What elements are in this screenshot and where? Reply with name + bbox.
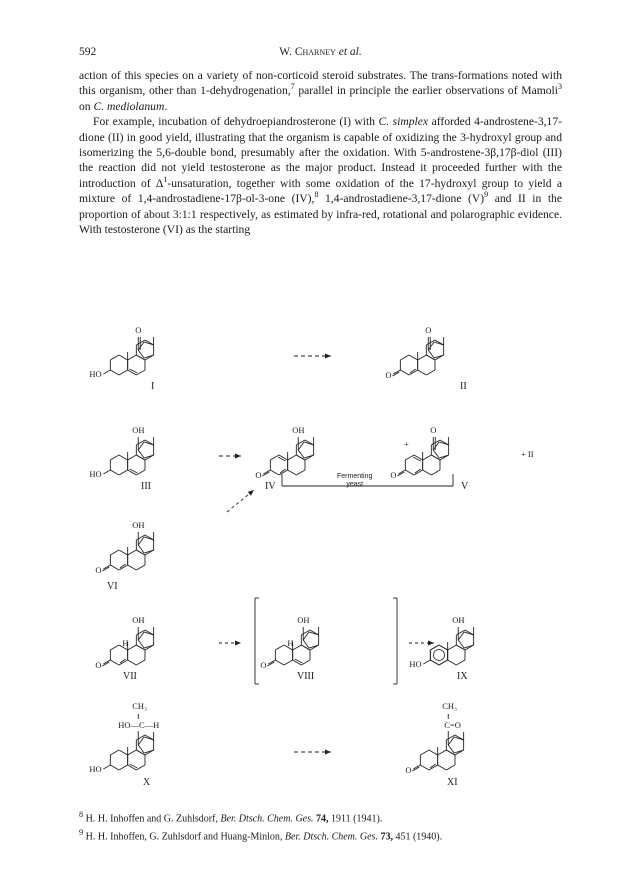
- ring-bond: [418, 370, 427, 375]
- substituent-bond: [103, 470, 110, 474]
- ring-bond: [119, 765, 128, 770]
- running-head: W. Charney et al.: [279, 46, 362, 58]
- paragraph1-run: on: [79, 99, 94, 113]
- h-label: H: [122, 638, 129, 648]
- ring-bond: [119, 370, 128, 375]
- plus-ii: + II: [521, 449, 534, 459]
- substituent-bond: [103, 765, 110, 769]
- arrow-head: [235, 454, 241, 459]
- paragraph1-run: 7: [290, 82, 295, 92]
- ring-bond: [284, 660, 293, 665]
- ring-bond: [110, 750, 119, 755]
- compound-label: IV: [265, 481, 276, 492]
- ring-bond: [270, 470, 279, 475]
- ring-bond: [438, 750, 447, 755]
- paragraph1-run: 3: [558, 82, 562, 92]
- compound-label: V: [461, 481, 469, 492]
- ring-bond: [119, 550, 128, 555]
- compound-label: III: [141, 481, 151, 492]
- ring-bond: [409, 355, 418, 360]
- compound-label: IX: [457, 671, 468, 682]
- arrow-head: [428, 641, 434, 646]
- ring-bond: [136, 470, 145, 475]
- ring-bond: [456, 660, 465, 665]
- ring-bond: [119, 355, 128, 360]
- ring-bond: [110, 660, 119, 665]
- double-bond: [295, 659, 303, 663]
- ring-bond: [279, 455, 288, 460]
- arrow-head: [325, 354, 331, 359]
- substituent-bond: [103, 370, 110, 374]
- double-bond: [130, 369, 138, 373]
- oh-label: OH: [132, 520, 145, 530]
- fermenting-yeast-label: Fermenting yeast: [337, 473, 373, 488]
- paragraph1-run: parallel in principle the earlier observations of Mamoli: [294, 84, 558, 98]
- ring-bond: [448, 660, 457, 665]
- ring-bond: [293, 660, 302, 665]
- ring-bond: [110, 355, 119, 360]
- paragraph2-run: 1,4-androstadiene-3,17-dione (V): [318, 192, 485, 206]
- ring-bond: [128, 370, 137, 375]
- paragraph2-run: 1: [163, 174, 168, 184]
- oxo-label: O: [260, 660, 267, 670]
- ring-bond: [446, 765, 455, 770]
- ho-label: HO: [89, 469, 102, 479]
- ring-bond: [119, 750, 128, 755]
- h-label: H: [287, 638, 294, 648]
- double-bond: [130, 764, 138, 768]
- ring-bond: [128, 750, 137, 755]
- ring-bond: [128, 660, 137, 665]
- compound-label: II: [460, 381, 467, 392]
- page-header: [79, 46, 562, 62]
- paragraph2-run: C. simplex: [378, 115, 429, 129]
- paragraph1-run: .: [164, 99, 168, 113]
- double-bond: [278, 457, 286, 461]
- ring-bond: [128, 455, 137, 460]
- arrow-head: [248, 490, 254, 496]
- ring-bond: [128, 645, 137, 650]
- oxo-label: O: [95, 565, 102, 575]
- paragraph-1: [79, 68, 562, 114]
- ring-bond: [110, 455, 119, 460]
- ring-bond: [420, 765, 429, 770]
- substituent-bond: [423, 660, 430, 664]
- aromatic-ring: [434, 650, 445, 661]
- ring-bond: [414, 455, 423, 460]
- ring-bond: [119, 470, 128, 475]
- ring-bond: [110, 550, 119, 555]
- paragraph1-run: action of this species on a variety of non-corticoid steroid substrates. The trans-formations noted with this organism, other than 1-dehydrogenation,: [79, 69, 562, 98]
- ring-bond: [423, 470, 432, 475]
- methyl-label: CH₃: [132, 701, 148, 711]
- ring-bond: [301, 660, 310, 665]
- ring-bond: [270, 455, 279, 460]
- plus-sign: +: [404, 439, 409, 449]
- paragraph2-run: 9: [484, 190, 489, 200]
- oh-label: OH: [132, 615, 145, 625]
- compound-label: XI: [447, 777, 458, 788]
- compound-label: X: [143, 777, 151, 788]
- compound-label: VIII: [297, 671, 315, 682]
- oxo-label: O: [405, 765, 412, 775]
- paragraph2-run: and II in the proportion of about 3:1:1 respectively, as estimated by infra-red, rotational and polarographic evidence. With testosterone (VI) as the starting: [79, 192, 562, 237]
- oxo-label: O: [385, 370, 392, 380]
- body-text: [79, 68, 562, 237]
- ho-label: HO: [89, 764, 102, 774]
- oh-label: OH: [292, 425, 305, 435]
- ring-bond: [110, 645, 119, 650]
- footnotes: [79, 808, 562, 844]
- ring-bond: [288, 470, 297, 475]
- side-chain-carbinol: HO—C—H: [118, 720, 160, 730]
- arrow-head: [235, 641, 241, 646]
- ring-bond: [293, 645, 302, 650]
- ring-bond: [110, 765, 119, 770]
- ring-bond: [418, 355, 427, 360]
- ring-bond: [110, 370, 119, 375]
- ring-bond: [110, 565, 119, 570]
- side-chain-ketone: C=O: [444, 720, 461, 730]
- paragraph2-run: 8: [314, 190, 319, 200]
- ring-bond: [296, 470, 305, 475]
- oxo-label: O: [425, 325, 432, 335]
- paragraph1-run: C. mediolanum: [93, 99, 165, 113]
- double-bond: [413, 457, 421, 461]
- ring-bond: [128, 565, 137, 570]
- ring-bond: [136, 765, 145, 770]
- paragraph-2: [79, 114, 562, 237]
- ho-label: HO: [409, 659, 422, 669]
- oxo-label: O: [95, 660, 102, 670]
- arrow-head: [325, 750, 331, 755]
- ring-bond: [423, 455, 432, 460]
- ring-bond: [128, 470, 137, 475]
- ring-bond: [275, 645, 284, 650]
- paragraph2-run: -unsaturation, together with some oxidation of the 17-hydroxyl group to yield a mixture of 1,4-androstadiene-17β-ol-3-one (IV),: [79, 176, 562, 206]
- ring-bond: [136, 565, 145, 570]
- methyl-label: CH₃: [442, 701, 458, 711]
- ring-bond: [128, 355, 137, 360]
- oh-label: OH: [132, 425, 145, 435]
- ring-bond: [431, 470, 440, 475]
- footnote-8: $^8$ H. H. Inhoffen and G. Zuhlsdorf, Ber. Dtsch. Chem. Ges. 74, 1911 (1941).: [79, 810, 383, 825]
- ring-bond: [438, 765, 447, 770]
- ring-bond: [136, 660, 145, 665]
- ring-bond: [128, 550, 137, 555]
- ring-bond: [426, 370, 435, 375]
- oxo-label: O: [255, 470, 262, 480]
- ring-bond: [136, 370, 145, 375]
- ring-bond: [288, 455, 297, 460]
- compound-label: VII: [123, 671, 137, 682]
- ring-bond: [420, 750, 429, 755]
- ring-bond: [275, 660, 284, 665]
- ring-bond: [110, 470, 119, 475]
- ring-bond: [400, 355, 409, 360]
- ring-bond: [400, 370, 409, 375]
- ring-bond: [405, 455, 414, 460]
- oxo-label: O: [135, 325, 142, 335]
- oxo-label: O: [430, 425, 437, 435]
- ring-bond: [405, 470, 414, 475]
- double-bond: [130, 469, 138, 473]
- ring-bond: [119, 455, 128, 460]
- page-number: 592: [79, 46, 97, 58]
- oh-label: OH: [297, 615, 310, 625]
- reaction-scheme: [79, 290, 562, 795]
- compound-label: I: [151, 381, 155, 392]
- paragraph2-run: For example, incubation of dehydroepiandrosterone (I) with: [93, 115, 379, 129]
- ring-bond: [128, 765, 137, 770]
- ho-label: HO: [89, 369, 102, 379]
- oxo-label: O: [390, 470, 397, 480]
- footnote-9: $^9$ H. H. Inhoffen, G. Zuhlsdorf and Huang-Minlon, Ber. Dtsch. Chem. Ges. 73, 451 (1940).: [79, 827, 443, 843]
- compound-label: VI: [107, 581, 118, 592]
- ring-bond: [448, 645, 457, 650]
- oh-label: OH: [452, 615, 465, 625]
- ring-bond: [429, 750, 438, 755]
- paragraph2-run: afforded 4-androstene-3,17-dione (II) in good yield, illustrating that the organism is capable of oxidizing the 3-hydroxyl group and isomerizing the 5,6-double bond, presumably after the oxidation. With 5-androstene-3β,17β-diol (III) the reaction did not yield testosterone as the major product. Instead it proceeded further with the introduction of Δ: [79, 115, 562, 190]
